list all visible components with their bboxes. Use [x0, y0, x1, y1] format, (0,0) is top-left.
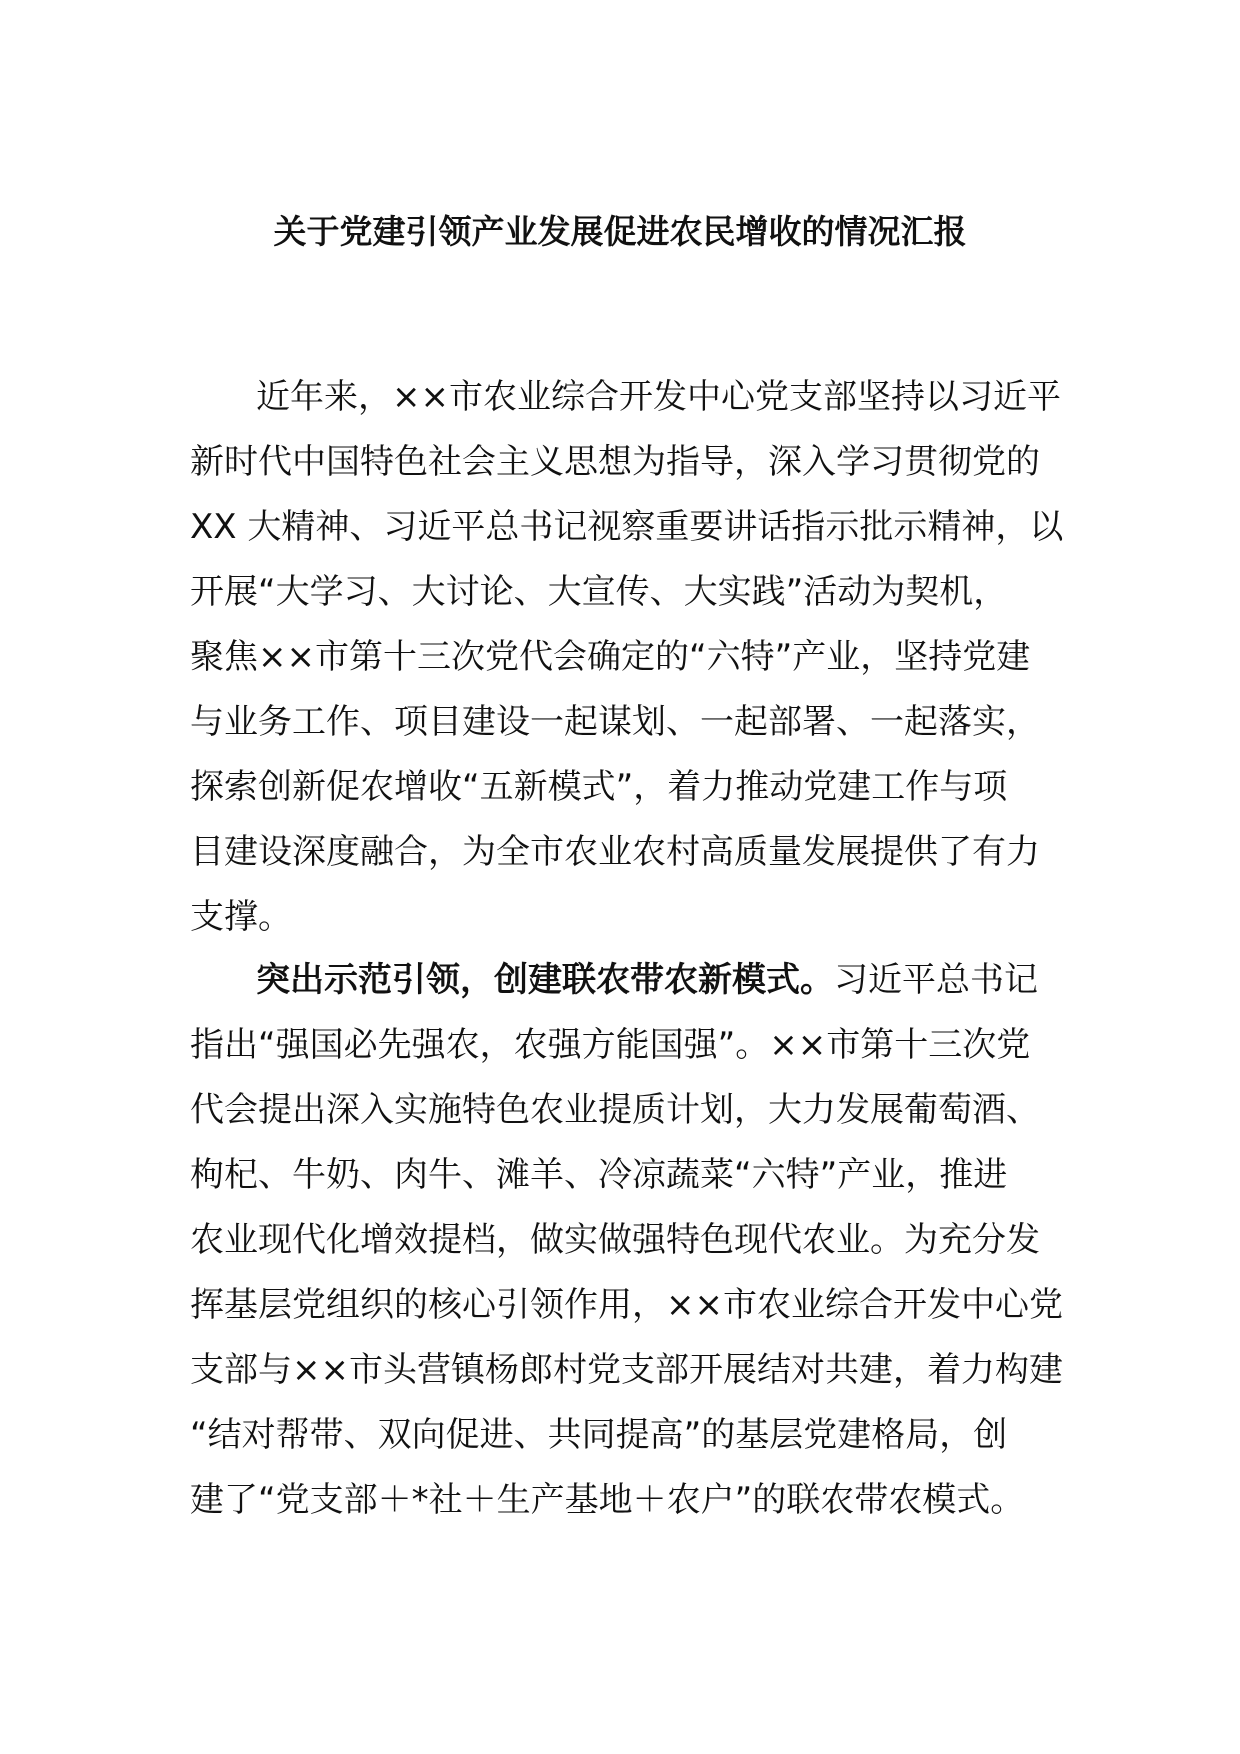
- paragraph-line: 挥基层党组织的核心引领作用，××市农业综合开发中心党: [190, 1285, 1063, 1325]
- paragraph-first-line: [190, 948, 1060, 1013]
- paragraph-line: “结对帮带、双向促进、共同提高”的基层党建格局，创: [190, 1415, 1008, 1455]
- paragraph-line: 开展“大学习、大讨论、大宣传、大实践”活动为契机，: [190, 572, 1008, 612]
- paragraph-line: 与业务工作、项目建设一起谋划、一起部署、一起落实，: [190, 702, 1040, 742]
- paragraph-line: 支部与××市头营镇杨郎村党支部开展结对共建，着力构建: [190, 1350, 1063, 1390]
- section-heading: 突出示范引领，创建联农带农新模式。: [256, 960, 834, 1000]
- paragraph-line: XX 大精神、习近平总书记视察重要讲话指示批示精神，以: [190, 507, 1064, 547]
- paragraph-line: 指出“强国必先强农，农强方能国强”。××市第十三次党: [190, 1025, 1031, 1065]
- paragraph-intro: [190, 365, 1064, 950]
- paragraph-line: 建了“党支部＋*社＋生产基地＋农户”的联农带农模式。: [190, 1480, 1025, 1520]
- paragraph-line: 枸杞、牛奶、肉牛、滩羊、冷凉蔬菜“六特”产业，推进: [190, 1155, 1008, 1195]
- paragraph-demonstration: [190, 948, 1063, 1533]
- document-title: 关于党建引领产业发展促进农民增收的情况汇报: [273, 212, 967, 251]
- paragraph-line: 探索创新促农增收“五新模式”，着力推动党建工作与项: [190, 767, 1008, 807]
- paragraph-line: 代会提出深入实施特色农业提质计划，大力发展葡萄酒、: [190, 1090, 1040, 1130]
- heading-line-rest: 习近平总书记: [834, 960, 1038, 1000]
- paragraph-line: 近年来，××市农业综合开发中心党支部坚持以习近平: [256, 377, 1061, 417]
- paragraph-line: 目建设深度融合，为全市农业农村高质量发展提供了有力: [190, 832, 1040, 872]
- paragraph-line: 聚焦××市第十三次党代会确定的“六特”产业，坚持党建: [190, 637, 1031, 677]
- paragraph-line: 支撑。: [190, 897, 292, 937]
- paragraph-line: 新时代中国特色社会主义思想为指导，深入学习贯彻党的: [190, 442, 1040, 482]
- paragraph-line: 农业现代化增效提档，做实做强特色现代农业。为充分发: [190, 1220, 1040, 1260]
